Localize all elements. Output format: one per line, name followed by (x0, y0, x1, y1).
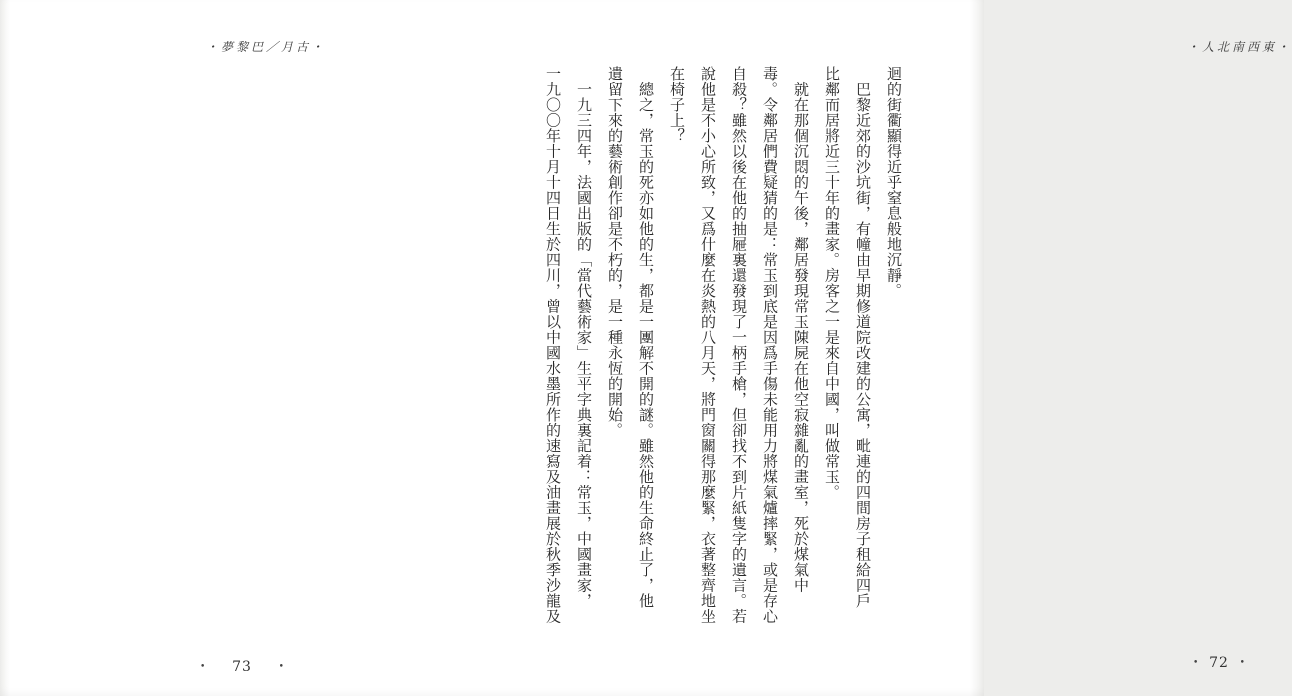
page-number: 72 (1209, 655, 1229, 671)
text-column: 自殺？雖然以後在他的抽屜裏還發現了一柄手槍，但卻找不到片紙隻字的遺言。若 (730, 66, 748, 624)
folio-dot: • (278, 662, 284, 672)
page-number: 73 (232, 659, 252, 675)
text-column: 一九〇〇年十月十四日生於四川，曾以中國水墨所作的速寫及油畫展於秋季沙龍及 (544, 66, 562, 624)
text-column: 遺留下來的藝術創作卻是不朽的，是一種永恆的開始。 (606, 66, 624, 438)
page-number-left (200, 659, 284, 675)
running-header-left: ・夢黎巴／月古・ (206, 40, 327, 54)
text-column: 迴的街衢顯得近乎窒息般地沉靜。 (885, 66, 903, 299)
text-column: 說他是不小心所致，又爲什麼在炎熱的八月天，將門窗關得那麼緊，衣著整齊地坐 (699, 66, 717, 624)
text-column: 比鄰而居將近三十年的畫家。房客之一是來自中國，叫做常玉。 (823, 66, 841, 500)
folio-dot: • (1193, 658, 1199, 668)
page-number-right (1193, 655, 1245, 671)
text-column: 總之，常玉的死亦如他的生，都是一團解不開的謎。雖然他的生命終止了，他 (637, 66, 655, 609)
folio-dot: • (1239, 658, 1245, 668)
page-73 (0, 0, 492, 696)
page-72 (492, 0, 1292, 696)
text-column: 就在那個沉悶的午後，鄰居發現常玉陳屍在他空寂雜亂的畫室，死於煤氣中 (792, 66, 810, 593)
right-page-columns (545, 66, 901, 648)
text-column: 一九三四年，法國出版的「當代藝術家」生平字典裏記着：常玉，中國畫家， (575, 66, 593, 609)
text-column: 毒。令鄰居們費疑猜的是：常玉到底是因爲手傷未能用力將煤氣爐摔緊，或是存心 (761, 66, 779, 624)
running-header-right: ・人北南西東・ (1187, 40, 1292, 54)
text-column: 在椅子上？ (668, 66, 686, 144)
text-column: 巴黎近郊的沙坑街，有幢由早期修道院改建的公寓，毗連的四間房子租給四戶 (854, 66, 872, 609)
folio-dot: • (200, 662, 206, 672)
